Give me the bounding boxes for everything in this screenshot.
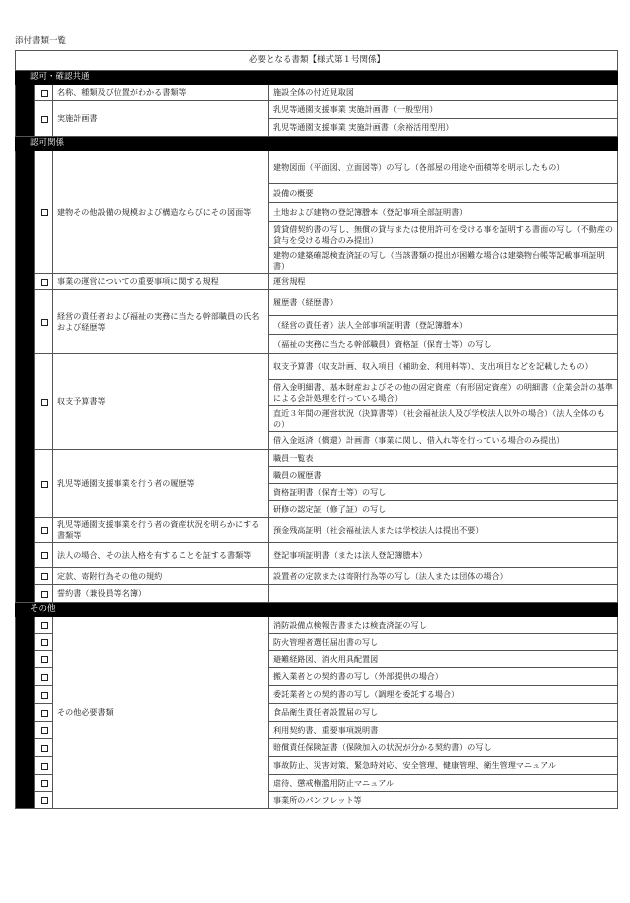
checkbox-cell	[35, 151, 53, 274]
checkbox[interactable]	[41, 674, 48, 681]
required-document: 施設全体の付近見取図	[269, 85, 618, 101]
checkbox-cell	[35, 518, 53, 543]
required-document: 防火管理者選任届出書の写し	[269, 634, 618, 651]
section-side-bar	[16, 617, 35, 809]
document-category: 法人の場合、その法人格を有することを証する書類等	[53, 543, 269, 568]
required-document: 搬入業者との契約書の写し（外部提供の場合）	[269, 668, 618, 686]
checkbox[interactable]	[41, 481, 48, 488]
required-document: 職員の履歴書	[269, 467, 618, 484]
checkbox-cell	[35, 634, 53, 651]
required-document: 消防設備点検報告書または検査済証の写し	[269, 617, 618, 634]
table-row	[16, 101, 618, 119]
section-header-row	[16, 137, 618, 151]
required-document: 建物図面（平面図、立面図等）の写し（各部屋の用途や面積等を明示したもの）	[269, 151, 618, 184]
checkbox-cell	[35, 290, 53, 354]
required-document: 設置者の定款または寄附行為等の写し（法人または団体の場合）	[269, 568, 618, 585]
checkbox-cell	[35, 739, 53, 757]
checkbox[interactable]	[41, 797, 48, 804]
checkbox-cell	[35, 617, 53, 634]
required-document: 職員一覧表	[269, 450, 618, 467]
document-category: その他必要書類	[53, 617, 269, 809]
table-row	[16, 274, 618, 290]
table-row	[16, 151, 618, 184]
checkbox[interactable]	[41, 710, 48, 717]
attachment-table	[15, 50, 618, 809]
page-title: 添付書類一覧	[15, 36, 67, 46]
checkbox-cell	[35, 85, 53, 101]
required-document: 乳児等通園支援事業 実施計画書（一般型用）	[269, 101, 618, 119]
checkbox[interactable]	[41, 399, 48, 406]
checkbox[interactable]	[41, 279, 48, 286]
checkbox[interactable]	[41, 656, 48, 663]
checkbox-cell	[35, 792, 53, 809]
section-side-bar	[16, 85, 35, 137]
required-document	[269, 585, 618, 603]
checkbox[interactable]	[41, 209, 48, 216]
required-document: 履歴書（経歴書）	[269, 290, 618, 316]
checkbox-cell	[35, 101, 53, 137]
document-category: 経営の責任者および福祉の実務に当たる幹部職員の氏名および経歴等	[53, 290, 269, 354]
checkbox-cell	[35, 775, 53, 792]
section-header: 認可関係	[16, 137, 618, 151]
section-header: 認可・確認共通	[16, 71, 618, 85]
checkbox-cell	[35, 274, 53, 290]
checkbox-cell	[35, 757, 53, 775]
checkbox[interactable]	[41, 90, 48, 97]
required-document: 賠償責任保険証書（保険加入の状況が分かる契約書）の写し	[269, 739, 618, 757]
checkbox-cell	[35, 722, 53, 739]
document-category: 定款、寄附行為その他の規約	[53, 568, 269, 585]
checkbox[interactable]	[41, 591, 48, 598]
table-row	[16, 568, 618, 585]
required-document: 設備の概要	[269, 184, 618, 203]
checkbox[interactable]	[41, 116, 48, 123]
required-document: 登記事項証明書（または法人登記簿謄本）	[269, 543, 618, 568]
table-row	[16, 617, 618, 634]
document-category: 事業の運営についての重要事項に関する規程	[53, 274, 269, 290]
required-document: 避難経路図、消火用具配置図	[269, 651, 618, 668]
checkbox-cell	[35, 585, 53, 603]
table-row	[16, 543, 618, 568]
checkbox[interactable]	[41, 319, 48, 326]
table-row	[16, 354, 618, 380]
checkbox-cell	[35, 686, 53, 704]
required-document: 賃貸借契約書の写し、無償の貸与または使用許可を受ける事を証明する書面の写し（不動産の貸与を受ける場合のみ提出）	[269, 222, 618, 248]
checkbox-cell	[35, 651, 53, 668]
required-document: 研修の認定証（修了証）の写し	[269, 501, 618, 518]
table-row	[16, 85, 618, 101]
section-header-row	[16, 603, 618, 617]
table-title: 必要となる書類【様式第１号関係】	[16, 51, 618, 71]
required-document: 収支予算書（収支計画、収入項目（補助金、利用料等）、支出項目などを記載したもの）	[269, 354, 618, 380]
required-document: 建物の建築確認検査済証の写し（当該書類の提出が困難な場合は建築物台帳等記載事項証明書）	[269, 248, 618, 274]
checkbox[interactable]	[41, 573, 48, 580]
document-category: 実施計画書	[53, 101, 269, 137]
table-row	[16, 450, 618, 467]
table-row	[16, 290, 618, 316]
table-title-row	[16, 51, 618, 71]
required-document: 事故防止、災害対策、緊急時対応、安全管理、健康管理、衛生管理マニュアル	[269, 757, 618, 775]
section-header: その他	[16, 603, 618, 617]
checkbox-cell	[35, 354, 53, 450]
checkbox-cell	[35, 668, 53, 686]
checkbox-cell	[35, 543, 53, 568]
checkbox[interactable]	[41, 745, 48, 752]
section-header-row	[16, 71, 618, 85]
checkbox-cell	[35, 450, 53, 518]
checkbox[interactable]	[41, 727, 48, 734]
required-document: 直近３年間の運営状況（決算書等）（社会福祉法人及び学校法人以外の場合）（法人全体のもの）	[269, 406, 618, 432]
checkbox[interactable]	[41, 527, 48, 534]
document-category: 乳児等通園支援事業を行う者の履歴等	[53, 450, 269, 518]
checkbox[interactable]	[41, 639, 48, 646]
required-document: 食品衛生責任者設置届の写し	[269, 704, 618, 722]
required-document: 運営規程	[269, 274, 618, 290]
required-document: 資格証明書（保育士等）の写し	[269, 484, 618, 501]
required-document: 借入金明細書、基本財産およびその他の固定資産（有形固定資産）の明細書（企業会計の基準による会計処理を行っている場合）	[269, 380, 618, 406]
checkbox[interactable]	[41, 622, 48, 629]
checkbox[interactable]	[41, 780, 48, 787]
required-document: 利用契約書、重要事項説明書	[269, 722, 618, 739]
section-side-bar	[16, 151, 35, 603]
document-category: 乳児等通園支援事業を行う者の資産状況を明らかにする書類等	[53, 518, 269, 543]
checkbox-cell	[35, 704, 53, 722]
required-document: （福祉の実務に当たる幹部職員）資格証（保育士等）の写し	[269, 335, 618, 354]
required-document: 借入金返済（償還）計画書（事業に関し、借入れ等を行っている場合のみ提出）	[269, 432, 618, 450]
required-document: （経営の責任者）法人全部事項証明書（登記簿謄本）	[269, 316, 618, 335]
required-document: 委託業者との契約書の写し（調理を委託する場合）	[269, 686, 618, 704]
document-category: 誓約書（兼役員等名簿）	[53, 585, 269, 603]
document-category: 収支予算書等	[53, 354, 269, 450]
required-document: 事業所のパンフレット等	[269, 792, 618, 809]
table-row	[16, 585, 618, 603]
required-document: 預金残高証明（社会福祉法人または学校法人は提出不要）	[269, 518, 618, 543]
required-document: 乳児等通園支援事業 実施計画書（余裕活用型用）	[269, 119, 618, 137]
document-category: 建物その他設備の規模および構造ならびにその図面等	[53, 151, 269, 274]
required-document: 土地および建物の登記簿謄本（登記事項全部証明書）	[269, 203, 618, 222]
checkbox[interactable]	[41, 692, 48, 699]
checkbox-cell	[35, 568, 53, 585]
required-document: 虐待、懲戒権濫用防止マニュアル	[269, 775, 618, 792]
table-row	[16, 518, 618, 543]
checkbox[interactable]	[41, 552, 48, 559]
attachment-table-body	[16, 51, 618, 809]
checkbox[interactable]	[41, 763, 48, 770]
document-category: 名称、種類及び位置がわかる書類等	[53, 85, 269, 101]
